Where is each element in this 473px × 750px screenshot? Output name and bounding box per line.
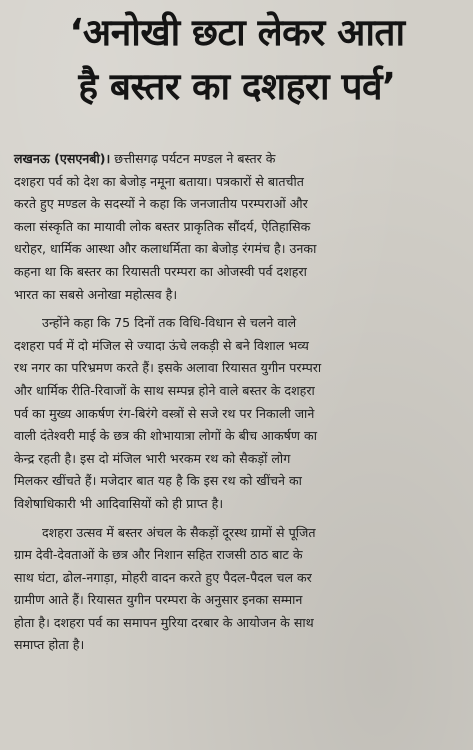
text-line [14, 148, 464, 171]
text-line: और धार्मिक रीति-रिवाजों के साथ सम्पन्न होने वाले बस्तर के दशहरा [14, 382, 315, 398]
text-line: कला संस्कृति का मायावी लोक बस्तर प्राकृतिक सौंदर्य, ऐतिहासिक [14, 218, 311, 234]
text-line: उन्होंने कहा कि 75 दिनों तक विधि-विधान से चलने वाले [42, 315, 297, 331]
text-line: ग्रामीण आते हैं। रियासत युगीन परम्परा के अनुसार इनका सम्मान [14, 592, 303, 608]
text-line: विशेषाधिकारी भी आदिवासियों को ही प्राप्त है। [14, 495, 224, 511]
text-line-fragment: छत्तीसगढ़ पर्यटन मण्डल ने बस्तर के [114, 151, 276, 166]
text-line: समाप्त होता है। [14, 637, 85, 653]
text-line: केन्द्र रहती है। इस दो मंजिल भारी भरकम रथ को सैकड़ों लोग [14, 450, 291, 466]
text-line: होता है। दशहरा पर्व का समापन मुरिया दरबार के आयोजन के साथ [14, 614, 314, 630]
text-line: धरोहर, धार्मिक आस्था और कलाधर्मिता का बेजोड़ रंगमंच है। उनका [14, 241, 317, 257]
paragraph-1 [14, 148, 464, 306]
text-line: करते हुए मण्डल के सदस्यों ने कहा कि जनजातीय परम्पराओं और [14, 196, 308, 212]
dateline: लखनऊ (एसएनबी)। [14, 151, 111, 166]
paragraph-2 [14, 312, 464, 515]
text-line: रथ नगर का परिभ्रमण करते हैं। इसके अलावा रियासत युगीन परम्परा [14, 360, 322, 376]
text-line: कहना था कि बस्तर का रियासती परम्परा का ओजस्वी पर्व दशहरा [14, 263, 307, 279]
text-line: मिलकर खींचते हैं। मजेदार बात यह है कि इस रथ को खींचने का [14, 473, 302, 489]
text-line: दशहरा पर्व में दो मंजिल से ज्यादा ऊंचे लकड़ी से बने विशाल भव्य [14, 337, 309, 353]
text-line: भारत का सबसे अनोखा महोत्सव है। [14, 286, 178, 302]
text-line: ग्राम देवी-देवताओं के छत्र और निशान सहित राजसी ठाठ बाट के [14, 547, 303, 563]
text-line: साथ घंटा, ढोल-नगाड़ा, मोहरी वादन करते हुए पैदल-पैदल चल कर [14, 569, 312, 585]
headline-line-2: है बस्तर का दशहरा पर्व’ [78, 65, 396, 108]
article-body [14, 148, 464, 663]
headline [6, 6, 468, 114]
text-line: दशहरा उत्सव में बस्तर अंचल के सैकड़ों दूरस्थ ग्रामों से पूजित [42, 524, 316, 540]
text-line: वाली दंतेश्वरी माई के छत्र की शोभायात्रा लोगों के बीच आकर्षण का [14, 428, 317, 444]
text-line: दशहरा पर्व को देश का बेजोड़ नमूना बताया। पत्रकारों से बातचीत [14, 173, 304, 189]
paragraph-3 [14, 522, 464, 658]
text-line: पर्व का मुख्य आकर्षण रंग-बिरंगे वस्त्रों से सजे रथ पर निकाली जाने [14, 405, 315, 421]
headline-line-1: ‘अनोखी छटा लेकर आता [69, 11, 405, 54]
